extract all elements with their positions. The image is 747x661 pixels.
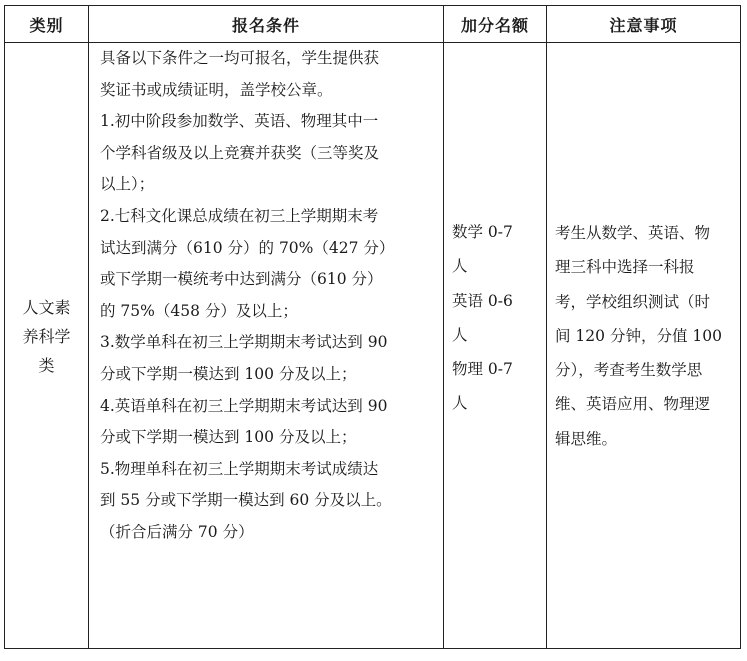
condition-line: 分或下学期一模达到 100 分及以上；	[100, 428, 357, 447]
condition-line: 到 55 分或下学期一模达到 60 分及以上。	[100, 491, 392, 510]
condition-line: 4.英语单科在初三上学期期末考试达到 90	[100, 396, 388, 415]
table-header-row	[5, 6, 741, 43]
notes-line: 分），考查考生数学思	[555, 361, 703, 380]
notes-line: 辑思维。	[555, 429, 618, 448]
condition-line: 个学科省级及以上竞赛并获奖（三等奖及	[100, 143, 380, 162]
bonus-line: 数学 0-7	[452, 223, 513, 241]
header-category: 类别	[5, 6, 89, 43]
condition-line: 分或下学期一模达到 100 分及以上；	[100, 364, 357, 383]
condition-line: 5.物理单科在初三上学期期末考试成绩达	[100, 459, 379, 478]
condition-line: 3.数学单科在初三上学期期末考试达到 90	[100, 333, 388, 352]
condition-line: 2.七科文化课总成绩在初三上学期期末考	[100, 206, 379, 225]
header-notes: 注意事项	[547, 6, 741, 43]
category-line: 类	[38, 356, 55, 375]
bonus-line: 人	[452, 394, 468, 413]
admission-table	[4, 5, 741, 649]
condition-line: 的 75%（458 分）及以上；	[100, 301, 298, 320]
notes-line: 维、英语应用、物理逻	[555, 395, 711, 414]
category-cell	[5, 43, 89, 649]
condition-line: 以上）；	[100, 175, 155, 194]
header-bonus: 加分名额	[444, 6, 547, 43]
condition-line: 具备以下条件之一均可报名，学生提供获	[100, 49, 380, 67]
bonus-line: 物理 0-7	[452, 360, 513, 379]
table-row	[5, 43, 741, 649]
conditions-cell	[89, 43, 444, 649]
notes-line: 理三科中选择一科报	[555, 258, 695, 277]
bonus-line: 人	[452, 257, 468, 276]
notes-line: 考，学校组织测试（时	[555, 292, 711, 311]
condition-line: （折合后满分 70 分）	[100, 522, 254, 541]
condition-line: 或下学期一模统考中达到满分（610 分）	[100, 270, 383, 289]
category-line: 养科学	[22, 327, 71, 346]
header-conditions: 报名条件	[89, 6, 444, 43]
condition-line: 1.初中阶段参加数学、英语、物理其中一	[100, 112, 379, 131]
bonus-cell	[444, 43, 547, 649]
bonus-line: 人	[452, 325, 468, 344]
condition-line: 试达到满分（610 分）的 70%（427 分）	[100, 238, 395, 257]
category-line: 人文素	[22, 298, 71, 317]
notes-cell	[547, 43, 741, 649]
condition-line: 奖证书或成绩证明，盖学校公章。	[100, 80, 333, 99]
bonus-line: 英语 0-6	[452, 291, 513, 310]
notes-line: 考生从数学、英语、物	[555, 224, 711, 242]
notes-line: 间 120 分钟，分值 100	[555, 326, 722, 345]
